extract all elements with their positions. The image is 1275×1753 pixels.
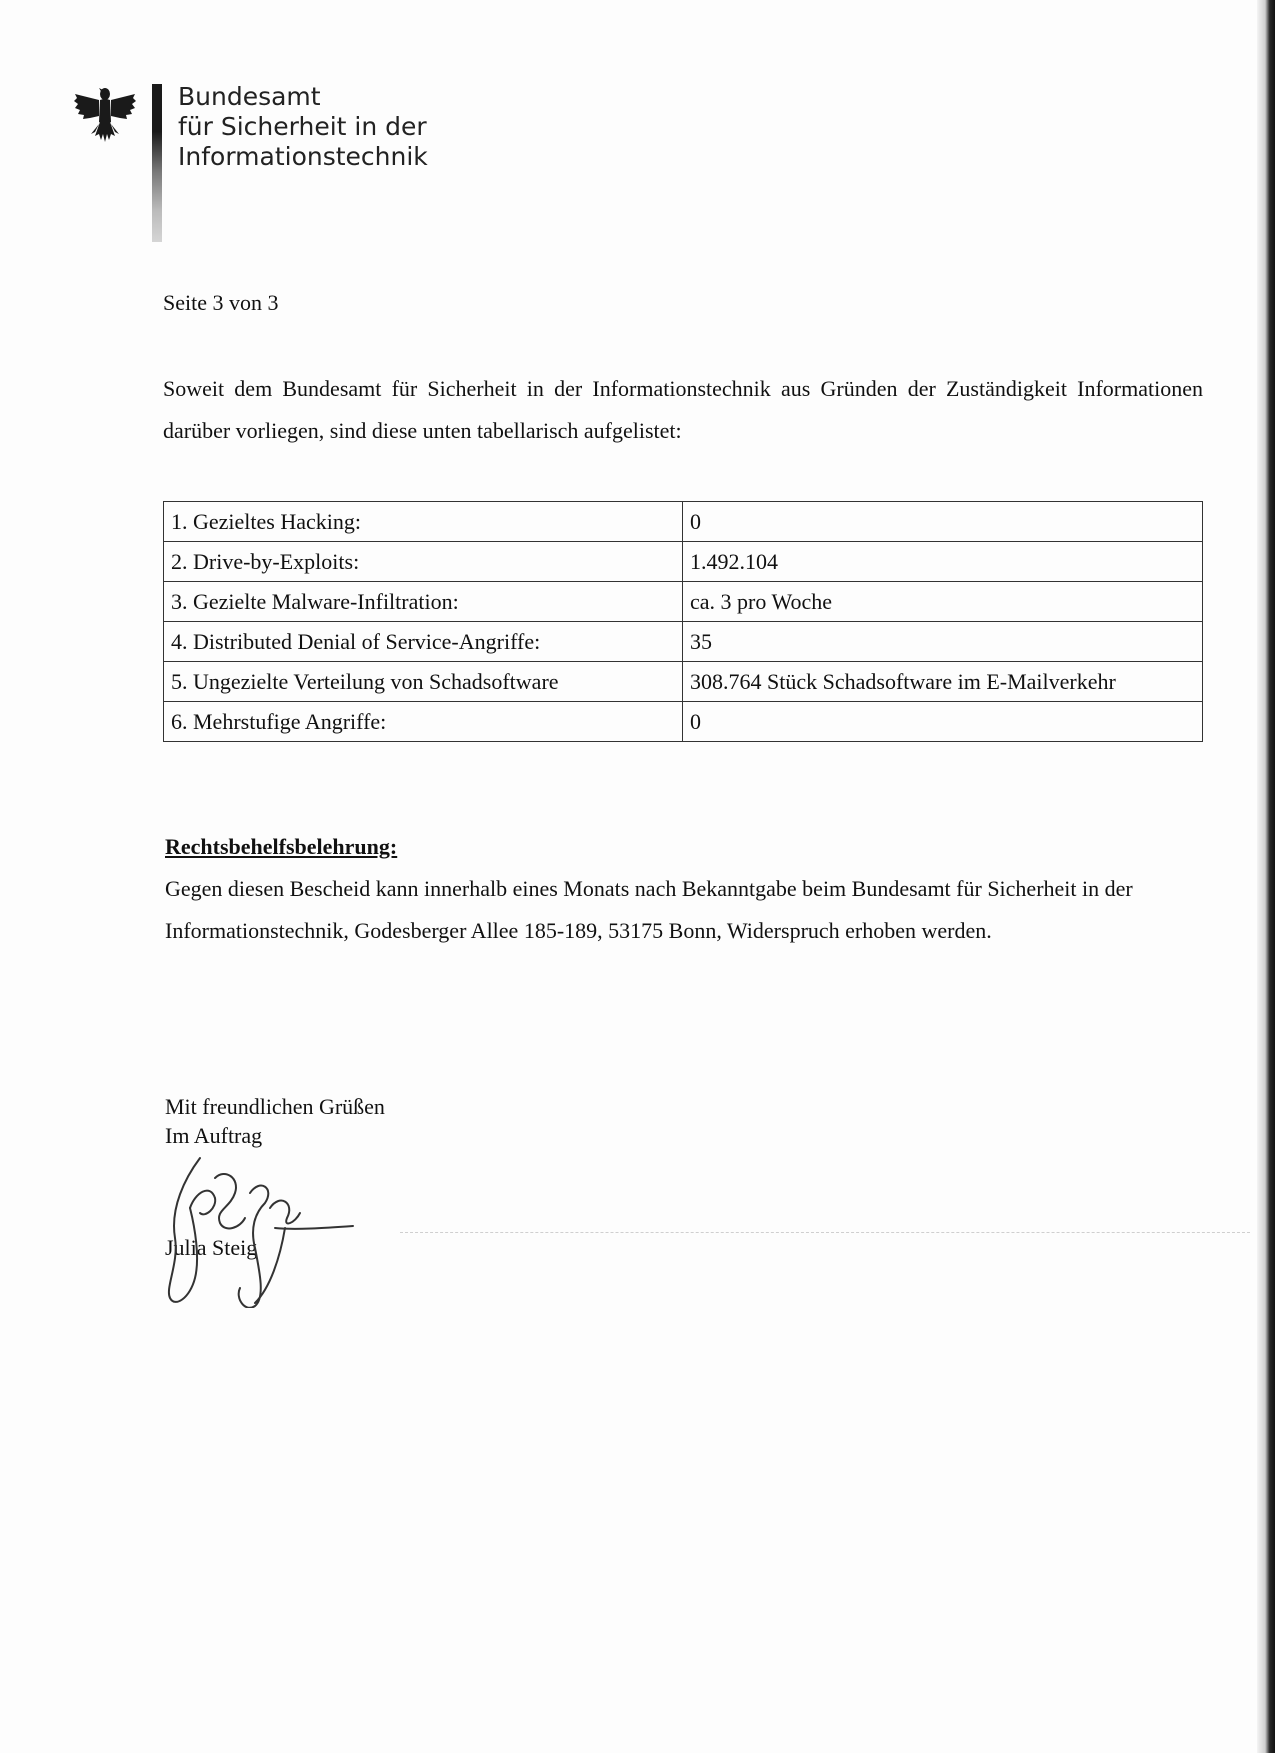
table-cell-value: 0 (683, 702, 1203, 742)
agency-name (178, 82, 428, 172)
legal-remedy-heading: Rechtsbehelfsbelehrung: (165, 834, 398, 859)
table-row (164, 702, 1203, 742)
page-number: Seite 3 von 3 (163, 290, 279, 315)
federal-eagle-icon (73, 82, 137, 144)
legal-remedy-text: Gegen diesen Bescheid kann innerhalb eines Monats nach Bekanntgabe beim Bundesamt für Sicherheit in der Informationstechnik, Godesberger Allee 185-189, 53175 Bonn, Widerspruch erhoben werden. (165, 876, 1133, 943)
agency-name-line-3: Informationstechnik (178, 142, 428, 171)
table-cell-label: 6. Mehrstufige Angriffe: (164, 702, 683, 742)
logo-bar (152, 84, 162, 242)
scan-artifact-line (400, 1232, 1250, 1233)
table-row (164, 502, 1203, 542)
table-row (164, 662, 1203, 702)
handwritten-signature (155, 1148, 355, 1308)
closing-block (165, 1092, 385, 1150)
table-row (164, 542, 1203, 582)
intro-paragraph: Soweit dem Bundesamt für Sicherheit in der Informationstechnik aus Gründen der Zuständigkeit Informationen darüber vorliegen, sind diese unten tabellarisch aufgelistet: (163, 376, 1203, 443)
table-cell-value: ca. 3 pro Woche (683, 582, 1203, 622)
table-cell-value: 1.492.104 (683, 542, 1203, 582)
table-cell-value: 0 (683, 502, 1203, 542)
table-cell-label: 3. Gezielte Malware-Infiltration: (164, 582, 683, 622)
closing-greeting: Mit freundlichen Grüßen (165, 1094, 385, 1119)
agency-name-line-2: für Sicherheit in der (178, 112, 427, 141)
agency-name-line-1: Bundesamt (178, 82, 321, 111)
table-row (164, 622, 1203, 662)
table-cell-label: 5. Ungezielte Verteilung von Schadsoftware (164, 662, 683, 702)
table-cell-value: 35 (683, 622, 1203, 662)
table-cell-value: 308.764 Stück Schadsoftware im E-Mailverkehr (683, 662, 1203, 702)
table-row (164, 582, 1203, 622)
attack-statistics-table (163, 501, 1203, 742)
closing-on-behalf: Im Auftrag (165, 1123, 263, 1148)
table-cell-label: 2. Drive-by-Exploits: (164, 542, 683, 582)
table-cell-label: 4. Distributed Denial of Service-Angriffe: (164, 622, 683, 662)
scan-edge (1257, 0, 1275, 1753)
signer-name: Julia Steig (165, 1235, 258, 1260)
table-cell-label: 1. Gezieltes Hacking: (164, 502, 683, 542)
